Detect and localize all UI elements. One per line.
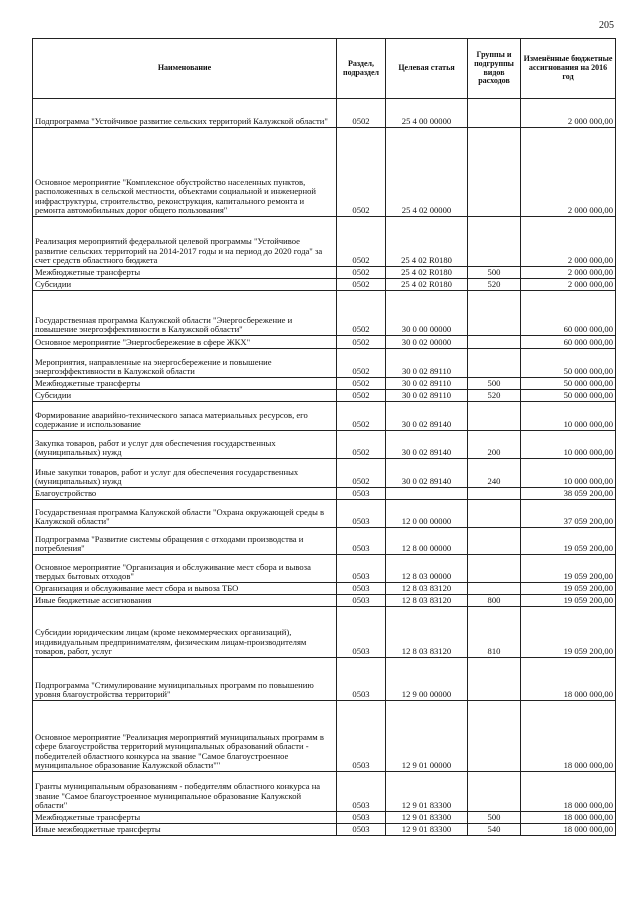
cell-name: Иные межбюджетные трансферты xyxy=(33,824,337,836)
cell-article: 25 4 02 R0180 xyxy=(386,217,468,267)
cell-name: Иные закупки товаров, работ и услуг для обеспечения государственных (муниципальных) нужд xyxy=(33,459,337,488)
budget-table xyxy=(32,38,616,836)
cell-group xyxy=(468,336,521,349)
table-row xyxy=(33,128,616,217)
cell-article: 25 4 00 00000 xyxy=(386,99,468,128)
cell-article: 25 4 02 R0180 xyxy=(386,279,468,291)
cell-section: 0502 xyxy=(337,217,386,267)
cell-section: 0503 xyxy=(337,607,386,658)
cell-name: Формирование аварийно-технического запаса материальных ресурсов, его содержание и использование xyxy=(33,402,337,431)
cell-name: Межбюджетные трансферты xyxy=(33,812,337,824)
cell-section: 0502 xyxy=(337,402,386,431)
header-name: Наименование xyxy=(33,39,337,99)
cell-group xyxy=(468,500,521,528)
cell-name: Государственная программа Калужской области "Энергосбережение и повышение энергоэффективности в Калужской области" xyxy=(33,291,337,336)
cell-article: 12 8 03 83120 xyxy=(386,595,468,607)
cell-name: Подпрограмма "Устойчивое развитие сельских территорий Калужской области" xyxy=(33,99,337,128)
cell-article: 12 9 01 83300 xyxy=(386,824,468,836)
cell-section: 0503 xyxy=(337,500,386,528)
cell-amount: 10 000 000,00 xyxy=(521,459,616,488)
cell-article: 30 0 02 89140 xyxy=(386,402,468,431)
cell-name: Закупка товаров, работ и услуг для обеспечения государственных (муниципальных) нужд xyxy=(33,431,337,459)
cell-group xyxy=(468,349,521,378)
table-row xyxy=(33,488,616,500)
cell-article: 30 0 02 89110 xyxy=(386,349,468,378)
cell-amount: 50 000 000,00 xyxy=(521,349,616,378)
table-row xyxy=(33,583,616,595)
cell-section: 0502 xyxy=(337,267,386,279)
cell-name: Основное мероприятие "Комплексное обустройство населенных пунктов, расположенных в сельской местности, объектами социальной и инженерной инфраструктуры, строительство, реконструкция, капитального ремонта и ремонта автомобильных дорог общего пользования" xyxy=(33,128,337,217)
cell-section: 0503 xyxy=(337,528,386,555)
cell-group: 500 xyxy=(468,812,521,824)
cell-amount: 2 000 000,00 xyxy=(521,99,616,128)
table-row xyxy=(33,349,616,378)
cell-group xyxy=(468,128,521,217)
page-number: 205 xyxy=(599,20,614,31)
cell-article: 30 0 02 89140 xyxy=(386,459,468,488)
header-section: Раздел, подраздел xyxy=(337,39,386,99)
cell-name: Межбюджетные трансферты xyxy=(33,267,337,279)
cell-section: 0503 xyxy=(337,824,386,836)
cell-name: Субсидии xyxy=(33,279,337,291)
cell-section: 0502 xyxy=(337,279,386,291)
cell-section: 0503 xyxy=(337,488,386,500)
cell-amount: 2 000 000,00 xyxy=(521,279,616,291)
cell-article: 30 0 02 00000 xyxy=(386,336,468,349)
cell-name: Подпрограмма "Стимулирование муниципальных программ по повышению уровня благоустройства территорий" xyxy=(33,658,337,701)
cell-group: 540 xyxy=(468,824,521,836)
cell-article: 25 4 02 00000 xyxy=(386,128,468,217)
cell-name: Иные бюджетные ассигнования xyxy=(33,595,337,607)
header-article: Целевая статья xyxy=(386,39,468,99)
cell-name: Мероприятия, направленные на энергосбережение и повышение энергоэффективности в Калужской области xyxy=(33,349,337,378)
cell-name: Основное мероприятие "Энергосбережение в сфере ЖКХ" xyxy=(33,336,337,349)
cell-section: 0503 xyxy=(337,555,386,583)
cell-group: 240 xyxy=(468,459,521,488)
cell-name: Субсидии xyxy=(33,390,337,402)
table-row xyxy=(33,291,616,336)
cell-group xyxy=(468,488,521,500)
table-body xyxy=(33,99,616,836)
table-row xyxy=(33,267,616,279)
cell-article: 30 0 02 89110 xyxy=(386,378,468,390)
cell-section: 0502 xyxy=(337,459,386,488)
table-row xyxy=(33,336,616,349)
cell-amount: 18 000 000,00 xyxy=(521,824,616,836)
table-row xyxy=(33,607,616,658)
table-row xyxy=(33,390,616,402)
cell-amount: 10 000 000,00 xyxy=(521,431,616,459)
table-row xyxy=(33,701,616,772)
cell-article: 25 4 02 R0180 xyxy=(386,267,468,279)
cell-section: 0503 xyxy=(337,583,386,595)
cell-article: 12 9 01 00000 xyxy=(386,701,468,772)
table-row xyxy=(33,500,616,528)
cell-amount: 19 059 200,00 xyxy=(521,555,616,583)
cell-amount: 19 059 200,00 xyxy=(521,528,616,555)
cell-group xyxy=(468,555,521,583)
cell-article: 30 0 00 00000 xyxy=(386,291,468,336)
table-row xyxy=(33,658,616,701)
table-row xyxy=(33,772,616,812)
cell-group xyxy=(468,701,521,772)
cell-section: 0502 xyxy=(337,128,386,217)
cell-amount: 19 059 200,00 xyxy=(521,583,616,595)
table-header-row xyxy=(33,39,616,99)
cell-section: 0502 xyxy=(337,291,386,336)
cell-section: 0502 xyxy=(337,378,386,390)
cell-section: 0503 xyxy=(337,772,386,812)
cell-article: 30 0 02 89110 xyxy=(386,390,468,402)
cell-amount: 50 000 000,00 xyxy=(521,378,616,390)
cell-article: 12 9 01 83300 xyxy=(386,812,468,824)
cell-name: Основное мероприятие "Реализация мероприятий муниципальных программ в сфере благоустройства территорий муниципальных образований области - победителей областного конкурса на звание "Самое благоустроенное муниципальное образование Калужской области"" xyxy=(33,701,337,772)
cell-group: 810 xyxy=(468,607,521,658)
cell-amount: 19 059 200,00 xyxy=(521,595,616,607)
table-row xyxy=(33,378,616,390)
cell-article: 30 0 02 89140 xyxy=(386,431,468,459)
cell-name: Гранты муниципальным образованиям - победителям областного конкурса на звание "Самое благоустроенное муниципальное образование Калужской области" xyxy=(33,772,337,812)
header-groups: Группы и подгруппы видов расходов xyxy=(468,39,521,99)
cell-amount: 2 000 000,00 xyxy=(521,217,616,267)
cell-amount: 50 000 000,00 xyxy=(521,390,616,402)
cell-article: 12 0 00 00000 xyxy=(386,500,468,528)
cell-amount: 18 000 000,00 xyxy=(521,658,616,701)
table-row xyxy=(33,431,616,459)
table-row xyxy=(33,595,616,607)
cell-article xyxy=(386,488,468,500)
table-row xyxy=(33,459,616,488)
cell-group xyxy=(468,402,521,431)
table-row xyxy=(33,99,616,128)
cell-amount: 37 059 200,00 xyxy=(521,500,616,528)
cell-group: 520 xyxy=(468,390,521,402)
table-row xyxy=(33,812,616,824)
table-row xyxy=(33,402,616,431)
cell-section: 0502 xyxy=(337,336,386,349)
cell-group: 500 xyxy=(468,378,521,390)
cell-amount: 10 000 000,00 xyxy=(521,402,616,431)
cell-section: 0503 xyxy=(337,701,386,772)
cell-group xyxy=(468,99,521,128)
cell-name: Межбюджетные трансферты xyxy=(33,378,337,390)
table-row xyxy=(33,555,616,583)
cell-group xyxy=(468,772,521,812)
cell-group: 800 xyxy=(468,595,521,607)
cell-article: 12 8 03 00000 xyxy=(386,555,468,583)
cell-name: Подпрограмма "Развитие системы обращения с отходами производства и потребления" xyxy=(33,528,337,555)
table-row xyxy=(33,824,616,836)
cell-amount: 18 000 000,00 xyxy=(521,812,616,824)
cell-section: 0503 xyxy=(337,595,386,607)
header-amount: Изменённые бюджетные ассигнования на 2016 год xyxy=(521,39,616,99)
cell-section: 0503 xyxy=(337,812,386,824)
cell-group: 200 xyxy=(468,431,521,459)
table-row xyxy=(33,217,616,267)
cell-article: 12 8 03 83120 xyxy=(386,607,468,658)
table-row xyxy=(33,528,616,555)
cell-section: 0502 xyxy=(337,431,386,459)
cell-amount: 60 000 000,00 xyxy=(521,336,616,349)
cell-group xyxy=(468,583,521,595)
cell-name: Реализация мероприятий федеральной целевой программы "Устойчивое развитие сельских территорий на 2014-2017 годы и на период до 2020 года" за счет средств областного бюджета xyxy=(33,217,337,267)
cell-amount: 18 000 000,00 xyxy=(521,701,616,772)
cell-amount: 2 000 000,00 xyxy=(521,267,616,279)
cell-name: Субсидии юридическим лицам (кроме некоммерческих организаций), индивидуальным предпринимателям, физическим лицам-производителям товаров, работ, услуг xyxy=(33,607,337,658)
cell-amount: 60 000 000,00 xyxy=(521,291,616,336)
cell-group xyxy=(468,658,521,701)
cell-section: 0503 xyxy=(337,658,386,701)
cell-section: 0502 xyxy=(337,349,386,378)
cell-group: 520 xyxy=(468,279,521,291)
cell-amount: 19 059 200,00 xyxy=(521,607,616,658)
cell-group xyxy=(468,217,521,267)
cell-name: Государственная программа Калужской области "Охрана окружающей среды в Калужской области" xyxy=(33,500,337,528)
cell-group: 500 xyxy=(468,267,521,279)
cell-amount: 18 000 000,00 xyxy=(521,772,616,812)
cell-name: Благоустройство xyxy=(33,488,337,500)
cell-group xyxy=(468,291,521,336)
cell-name: Организация и обслуживание мест сбора и вывоза ТБО xyxy=(33,583,337,595)
cell-amount: 38 059 200,00 xyxy=(521,488,616,500)
cell-article: 12 9 00 00000 xyxy=(386,658,468,701)
cell-article: 12 8 03 83120 xyxy=(386,583,468,595)
cell-article: 12 8 00 00000 xyxy=(386,528,468,555)
cell-article: 12 9 01 83300 xyxy=(386,772,468,812)
table-row xyxy=(33,279,616,291)
cell-section: 0502 xyxy=(337,99,386,128)
cell-group xyxy=(468,528,521,555)
cell-name: Основное мероприятие "Организация и обслуживание мест сбора и вывоза твердых бытовых отходов" xyxy=(33,555,337,583)
cell-amount: 2 000 000,00 xyxy=(521,128,616,217)
cell-section: 0502 xyxy=(337,390,386,402)
